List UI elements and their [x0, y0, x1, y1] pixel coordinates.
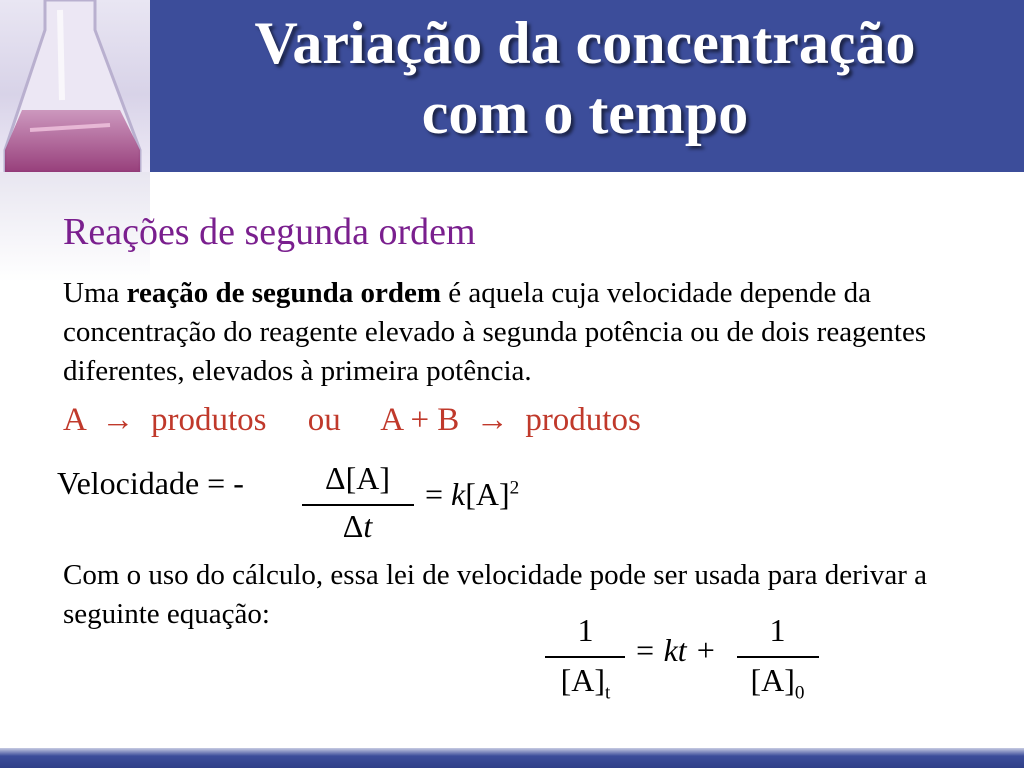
bottom-bar [0, 748, 1024, 768]
intro-bold-term: reação de segunda ordem [126, 277, 442, 309]
intro-paragraph [63, 274, 1018, 391]
int-numerator-2: 1 [769, 612, 786, 648]
title-line-2: com o tempo [421, 80, 749, 146]
reaction-equation: A → produtos ou A + B → produtos [63, 402, 641, 438]
section-subtitle: Reações de segunda ordem [63, 211, 476, 253]
intro-pre: Uma [63, 277, 127, 309]
slide-title [160, 8, 1010, 148]
rate-exponent: 2 [509, 477, 520, 499]
rate-denominator [300, 508, 415, 545]
int-den-1: [A] [560, 662, 606, 698]
title-line-1: Variação da concentração [254, 10, 916, 76]
int-denominator-1 [543, 662, 628, 704]
rate-conc: [A] [465, 476, 510, 512]
calculus-paragraph: Com o uso do cálculo, essa lei de velocidade pode ser usada para derivar a seguinte equação: [63, 559, 928, 630]
flask-image [0, 0, 150, 172]
int-fraction-line-1 [545, 656, 625, 658]
int-den-2: [A] [750, 662, 795, 698]
rate-label: Velocidade = - [57, 465, 244, 501]
rate-eq: = [425, 476, 452, 512]
rate-law-rhs [425, 476, 519, 513]
int-fraction-line-2 [737, 656, 819, 658]
rate-numerator: Δ[A] [325, 460, 390, 496]
rate-k: k [451, 476, 466, 512]
intro-post: é aquela cuja velocidade depende da concentração do reagente elevado à segunda potência ou de dois reagentes diferentes, elevados à primeira potência. [63, 277, 927, 387]
int-sub-2: 0 [794, 682, 805, 704]
rate-den-var: t [363, 508, 373, 544]
rate-fraction-line [302, 504, 414, 506]
rate-den-delta: Δ [342, 508, 364, 544]
int-middle-term: = kt + [634, 632, 717, 668]
int-denominator-2 [735, 662, 820, 704]
int-numerator-1: 1 [577, 612, 594, 648]
int-sub-1: t [605, 682, 611, 704]
